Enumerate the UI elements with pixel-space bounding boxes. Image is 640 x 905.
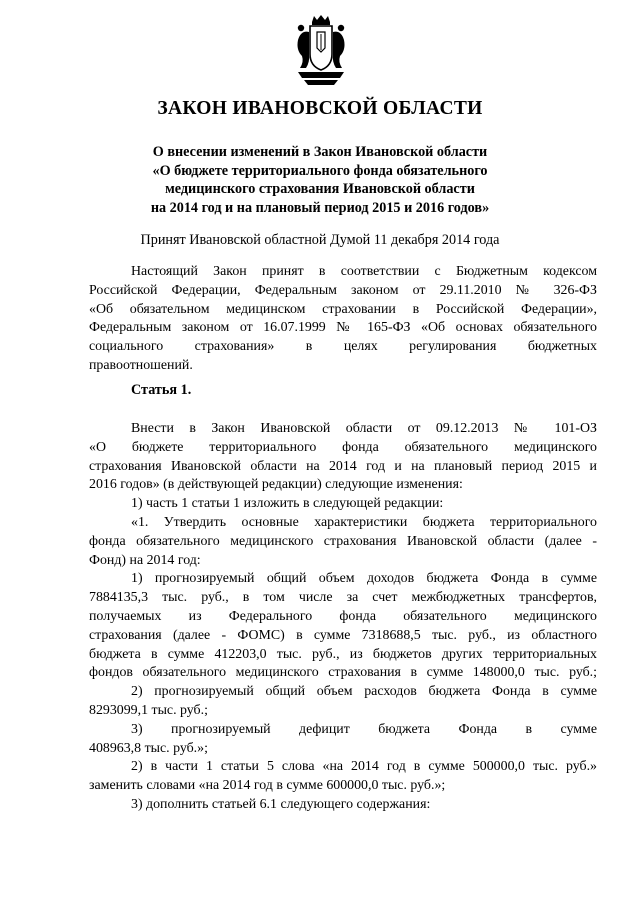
preamble-line: правоотношений. — [89, 357, 193, 373]
article-line: 2016 годов» (в действующей редакции) следующие изменения: — [89, 477, 463, 493]
article-line: Внести в Закон Ивановской области от 09.12.2013 № 101-ОЗ — [131, 421, 597, 436]
article-line: 408963,8 тыс. руб.»; — [89, 740, 208, 756]
article-line: бюджета в сумме 412203,0 тыс. руб., из бюджетов других территориальных — [89, 646, 597, 662]
preamble-line: Российской Федерации, Федеральным законом от 29.11.2010 № 326-ФЗ — [89, 282, 597, 298]
article-line: страхования Ивановской области на 2014 год и на плановый период 2015 и — [89, 458, 597, 474]
article-line: 1) прогнозируемый общий объем доходов бюджета Фонда в сумме — [131, 571, 597, 587]
article-line: 3) прогнозируемый дефицит бюджета Фонда в сумме — [131, 721, 597, 737]
subtitle-line: на 2014 год и на плановый период 2015 и 2016 годов» — [150, 199, 490, 216]
article-line: 2) в части 1 статьи 5 слова «на 2014 год в сумме 500000,0 тыс. руб.» — [131, 759, 597, 775]
document-title: ЗАКОН ИВАНОВСКОЙ ОБЛАСТИ — [157, 98, 483, 119]
article-line: 3) дополнить статьей 6.1 следующего содержания: — [131, 796, 431, 812]
article-heading: Статья 1. — [131, 382, 192, 398]
subtitle-line: медицинского страхования Ивановской области — [165, 181, 475, 198]
article-line: страхования (далее - ФОМС) в сумме 7318688,5 тыс. руб., из областного — [89, 627, 597, 643]
preamble-line: Федеральным законом от 16.07.1999 № 165-ФЗ «Об основах обязательного — [89, 320, 597, 336]
article-line: «О бюджете территориального фонда обязательного медицинского — [89, 439, 597, 455]
article-line: получаемых из Федерального фонда обязательного медицинского — [89, 608, 597, 624]
preamble-line: социального страхования» в целях регулирования бюджетных — [89, 339, 597, 355]
article-line: 8293099,1 тыс. руб.; — [89, 702, 208, 718]
article-line: 7884135,3 тыс. руб., в том числе за счет межбюджетных трансфертов, — [89, 590, 597, 606]
article-line: «1. Утвердить основные характеристики бюджета территориального — [131, 514, 597, 530]
document-subtitle — [60, 143, 580, 217]
article-line: 2) прогнозируемый общий объем расходов бюджета Фонда в сумме — [131, 684, 597, 700]
article-line: Фонд) на 2014 год: — [89, 552, 201, 568]
coat-of-arms-icon — [292, 14, 350, 88]
article-line: заменить словами «на 2014 год в сумме 600000,0 тыс. руб.»; — [89, 778, 446, 794]
preamble-line: Настоящий Закон принят в соответствии с Бюджетным кодексом — [131, 264, 597, 279]
article-text — [89, 420, 597, 815]
preamble-line: «Об обязательном медицинском страховании в Российской Федерации», — [89, 301, 597, 317]
adoption-line: Принят Ивановской областной Думой 11 декабря 2014 года — [140, 232, 500, 248]
article-line: 1) часть 1 статьи 1 изложить в следующей редакции: — [131, 496, 444, 512]
article-line: фонда обязательного медицинского страхования Ивановской области (далее - — [89, 533, 597, 549]
subtitle-line: «О бюджете территориального фонда обязательного — [152, 162, 488, 179]
article-line: фондов обязательного медицинского страхования в сумме 148000,0 тыс. руб.; — [89, 665, 597, 681]
preamble — [89, 263, 597, 376]
subtitle-line: О внесении изменений в Закон Ивановской области — [152, 144, 488, 160]
